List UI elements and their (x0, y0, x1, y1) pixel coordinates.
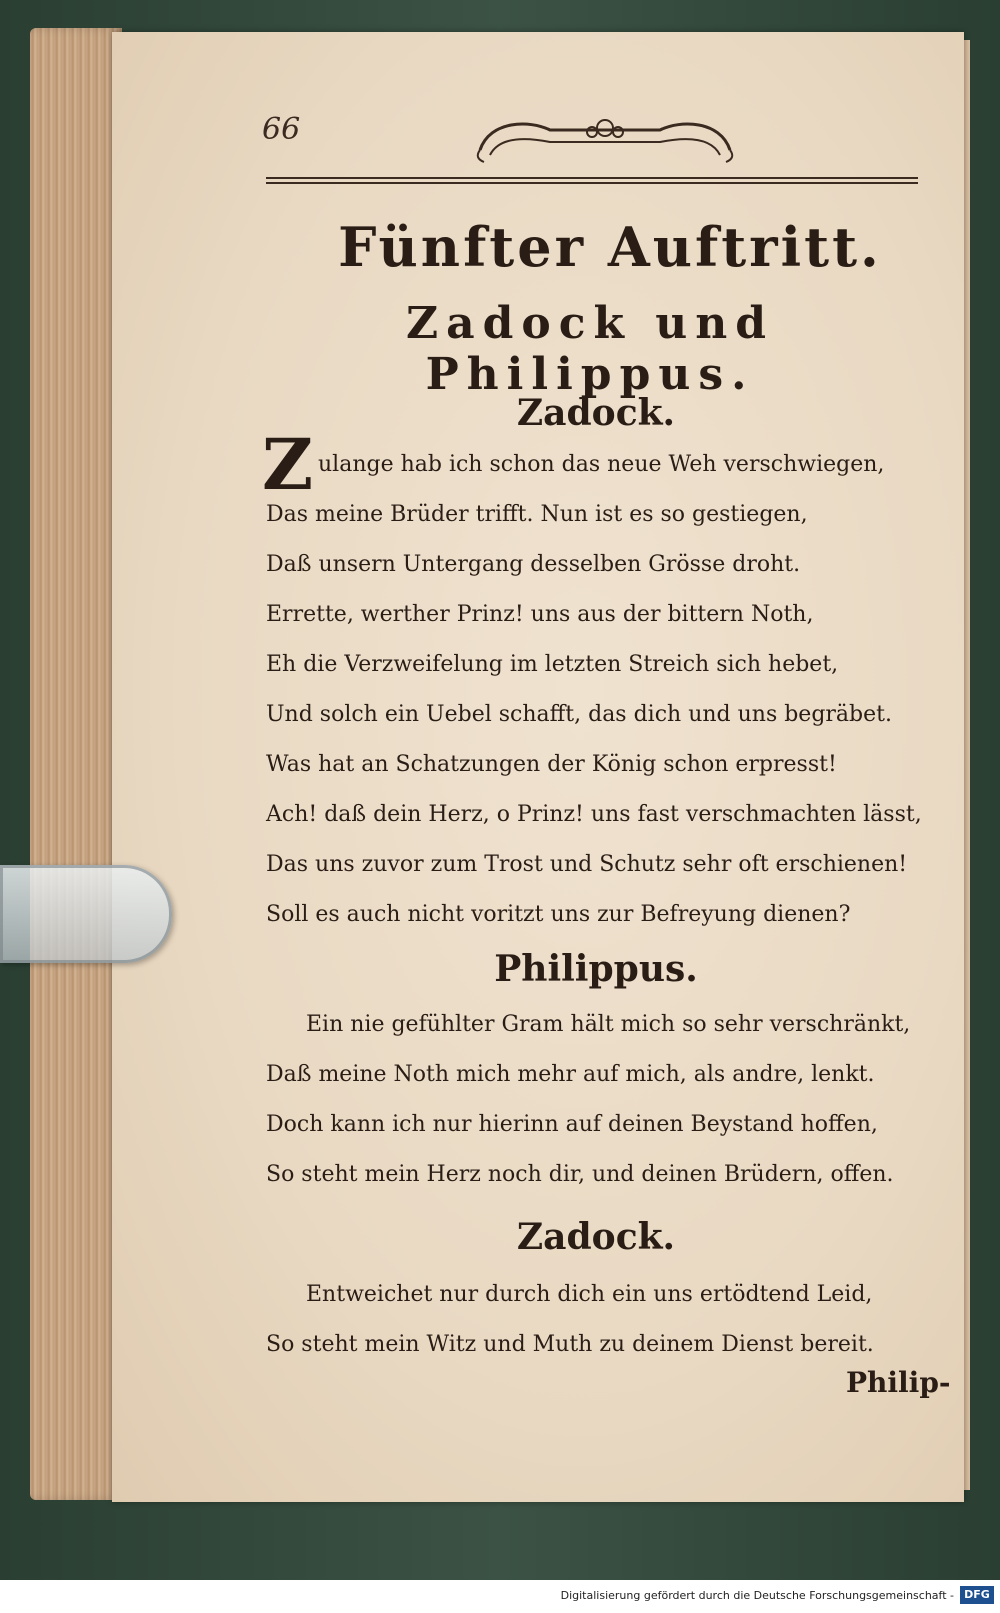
dfg-logo-icon[interactable]: DFG (960, 1586, 994, 1604)
verse-line: Daß meine Noth mich mehr auf mich, als andre, lenkt. (266, 1062, 875, 1087)
verse-line: Das meine Brüder trifft. Nun ist es so gestiegen, (266, 502, 808, 527)
verse-line: ulange hab ich schon das neue Weh verschwiegen, (318, 452, 885, 477)
catchword: Philip- (846, 1366, 951, 1399)
page-number: 66 (262, 112, 301, 147)
speaker-name: Philippus. (494, 948, 698, 990)
verse-line: Entweichet nur durch dich ein uns ertödtend Leid, (306, 1282, 873, 1307)
facing-page-fragments (975, 300, 1000, 1200)
verse-line: Was hat an Schatzungen der König schon erpresst! (266, 752, 837, 777)
speaker-name: Zadock. (516, 1216, 676, 1258)
header-double-rule (266, 177, 918, 186)
verse-line: Soll es auch nicht voritzt uns zur Befreyung dienen? (266, 902, 851, 927)
speaker-name: Zadock. (516, 392, 676, 434)
verse-line: Eh die Verzweifelung im letzten Streich sich hebet, (266, 652, 839, 677)
scroll-ornament-icon (470, 110, 740, 170)
scanner-clip (0, 865, 172, 963)
verse-line: So steht mein Witz und Muth zu deinem Dienst bereit. (266, 1332, 874, 1357)
verse-line: Das uns zuvor zum Trost und Schutz sehr oft erschienen! (266, 852, 908, 877)
drop-capital: Z (262, 423, 314, 506)
verse-line: Daß unsern Untergang desselben Grösse droht. (266, 552, 801, 577)
scene-heading: Fünfter Auftritt. (338, 215, 882, 279)
verse-line: Doch kann ich nur hierinn auf deinen Beystand hoffen, (266, 1112, 878, 1137)
footer-credit: Digitalisierung gefördert durch die Deutsche Forschungsgemeinschaft - (560, 1589, 954, 1602)
book-page-edges (30, 28, 122, 1500)
verse-line: Ach! daß dein Herz, o Prinz! uns fast verschmachten lässt, (266, 802, 922, 827)
verse-line: So steht mein Herz noch dir, und deinen Brüdern, offen. (266, 1162, 894, 1187)
scene-characters: Zadock und Philippus. (405, 298, 775, 400)
verse-line: Ein nie gefühlter Gram hält mich so sehr verschränkt, (306, 1012, 911, 1037)
verse-line: Errette, werther Prinz! uns aus der bittern Noth, (266, 602, 814, 627)
verse-line: Und solch ein Uebel schafft, das dich und uns begräbet. (266, 702, 892, 727)
